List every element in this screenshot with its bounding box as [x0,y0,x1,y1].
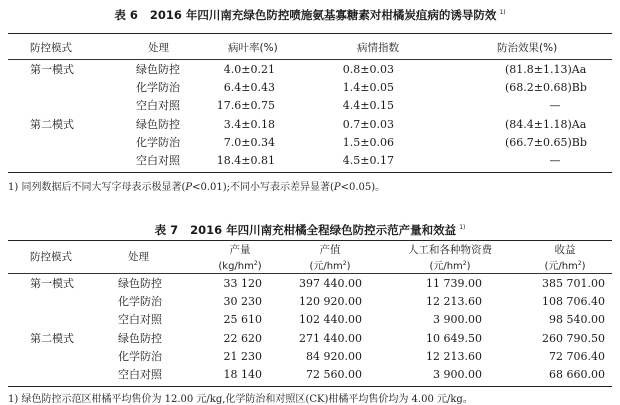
table7-header-value-unit [290,257,370,274]
table7-cell-profit: 68 660.00 [549,368,605,381]
table6-cell-effect: (68.2±0.68)Bb [505,81,587,94]
unit-sup: 2 [342,260,347,267]
table6-cell-index: 4.4±0.15 [342,99,394,112]
table7-header-rule [8,273,612,274]
table7-caption-note-mark: 1) [459,224,466,231]
table6-footnote-p1: P [185,182,193,193]
table7-bottom-rule [8,386,612,387]
table7-cell-cost: 12 213.60 [426,295,482,308]
table6-cell-mode: 第二模式 [30,118,74,131]
table6-caption-label: 表 6 [114,8,138,22]
table6-top-rule [8,33,612,34]
table6-cell-effect: (84.4±1.18)Aa [505,118,587,131]
table6-cell-index: 0.8±0.03 [342,63,394,76]
table7-cell-profit: 260 790.50 [542,332,605,345]
table7-header-yield-unit [200,257,280,274]
table7-cell-cost: 10 649.50 [426,332,482,345]
table6-header-rule [8,59,612,60]
table7-header-mode: 防控模式 [30,251,72,263]
table7-header-profit-unit [525,257,605,274]
table7-cell-yield: 18 140 [223,368,262,381]
table6-cell-mode: 第一模式 [30,63,74,76]
table7-cell-value: 397 440.00 [299,277,362,290]
unit-text: (kg/hm [218,261,254,272]
table6-cell-index: 1.4±0.05 [342,81,394,94]
table6-cell-treatment: 化学防治 [136,81,180,94]
table7-cell-value: 271 440.00 [299,332,362,345]
table6-header-effect: 防治效果(%) [497,42,558,54]
table6-cell-treatment: 空白对照 [136,154,180,167]
unit-text: ) [581,261,586,272]
table7-cell-yield: 25 610 [223,313,262,326]
table6-footnote-part: <0.01);不同小写表示差异显著( [192,182,334,193]
table6-bottom-rule [8,172,612,173]
table6-cell-index: 4.5±0.17 [342,154,394,167]
table7-header-treatment: 处理 [128,251,149,263]
table7-cell-profit: 385 701.00 [542,277,605,290]
table6-caption [0,7,620,23]
table7-cell-value: 120 920.00 [299,295,362,308]
table6-cell-treatment: 空白对照 [136,99,180,112]
table7-cell-treatment: 空白对照 [118,313,162,326]
table7-header-value: 产值 [319,244,341,256]
table6-cell-effect: (81.8±1.13)Aa [505,63,587,76]
table7-header-cost-unit [395,257,505,274]
table7-header-yield: 产量 [229,244,251,256]
table7-cell-profit: 108 706.40 [542,295,605,308]
table7-cell-yield: 22 620 [223,332,262,345]
table7-header-cost: 人工和各种物资费 [408,244,492,256]
table6-header-mode: 防控模式 [30,42,72,54]
table6-footnote-part: <0.05)。 [340,182,386,193]
unit-sup: 2 [577,260,582,267]
table7-top-rule [8,240,612,241]
table6-header-index: 病情指数 [357,42,399,54]
table6-footnote-p2: P [333,182,341,193]
table6-cell-treatment: 化学防治 [136,136,180,149]
table7-caption-label: 表 7 [154,223,179,237]
table7-cell-treatment: 绿色防控 [118,332,162,345]
unit-sup: 2 [253,260,258,267]
table7-cell-cost: 11 739.00 [426,277,482,290]
unit-text: (元/hm [544,261,578,272]
table6-cell-index: 0.7±0.03 [342,118,394,131]
table7-header-profit: 收益 [554,244,576,256]
table6-cell-index: 1.5±0.06 [342,136,394,149]
table7-cell-treatment: 化学防治 [118,295,162,308]
table7-cell-yield: 33 120 [223,277,262,290]
table6-cell-rate: 17.6±0.75 [216,99,275,112]
table6-cell-treatment: 绿色防控 [136,118,180,131]
table6-footnote-part: 1) 同列数据后不同大写字母表示极显著( [8,182,186,193]
table7-cell-profit: 72 706.40 [549,350,605,363]
table7-cell-yield: 21 230 [223,350,262,363]
table6-cell-effect: — [549,154,561,167]
table6-cell-rate: 4.0±0.21 [223,63,275,76]
unit-text: (元/hm [309,261,343,272]
table6-cell-rate: 3.4±0.18 [223,118,275,131]
table7-cell-value: 102 440.00 [299,313,362,326]
table6-footnote [8,178,385,193]
table7-cell-treatment: 化学防治 [118,350,162,363]
table7-cell-treatment: 空白对照 [118,368,162,381]
table7-cell-value: 72 560.00 [306,368,362,381]
table7-cell-profit: 98 540.00 [549,313,605,326]
table6-header-treatment: 处理 [148,42,169,54]
table6-caption-note-mark: 1) [499,9,506,16]
table7-cell-cost: 12 213.60 [426,350,482,363]
table6-cell-treatment: 绿色防控 [136,63,180,76]
table6-cell-effect: (66.7±0.65)Bb [505,136,587,149]
table6-cell-rate: 18.4±0.81 [216,154,275,167]
unit-text: ) [466,261,471,272]
table6-caption-text: 2016 年四川南充绿色防控喷施氨基寡糖素对柑橘炭疽病的诱导防效 [149,8,497,22]
table6-cell-effect: — [549,99,561,112]
table7-caption-text: 2016 年四川南充柑橘全程绿色防控示范产量和效益 [190,223,457,237]
unit-text: ) [346,261,351,272]
table7-cell-mode: 第一模式 [30,277,74,290]
unit-text: (元/hm [429,261,463,272]
table7-footnote: 1) 绿色防控示范区柑橘平均售价为 12.00 元/kg,化学防治和对照区(CK)柑橘平均售价均为 4.00 元/kg。 [8,394,473,405]
table7-cell-cost: 3 900.00 [433,368,482,381]
unit-sup: 2 [462,260,467,267]
table7-cell-mode: 第二模式 [30,332,74,345]
table7-cell-value: 84 920.00 [306,350,362,363]
unit-text: ) [257,261,262,272]
table6-header-rate: 病叶率(%) [228,42,278,54]
table7-cell-treatment: 绿色防控 [118,277,162,290]
table7-cell-yield: 30 230 [223,295,262,308]
table6-cell-rate: 6.4±0.43 [223,81,275,94]
table6-cell-rate: 7.0±0.34 [223,136,275,149]
table7-cell-cost: 3 900.00 [433,313,482,326]
table7-caption [0,222,620,238]
